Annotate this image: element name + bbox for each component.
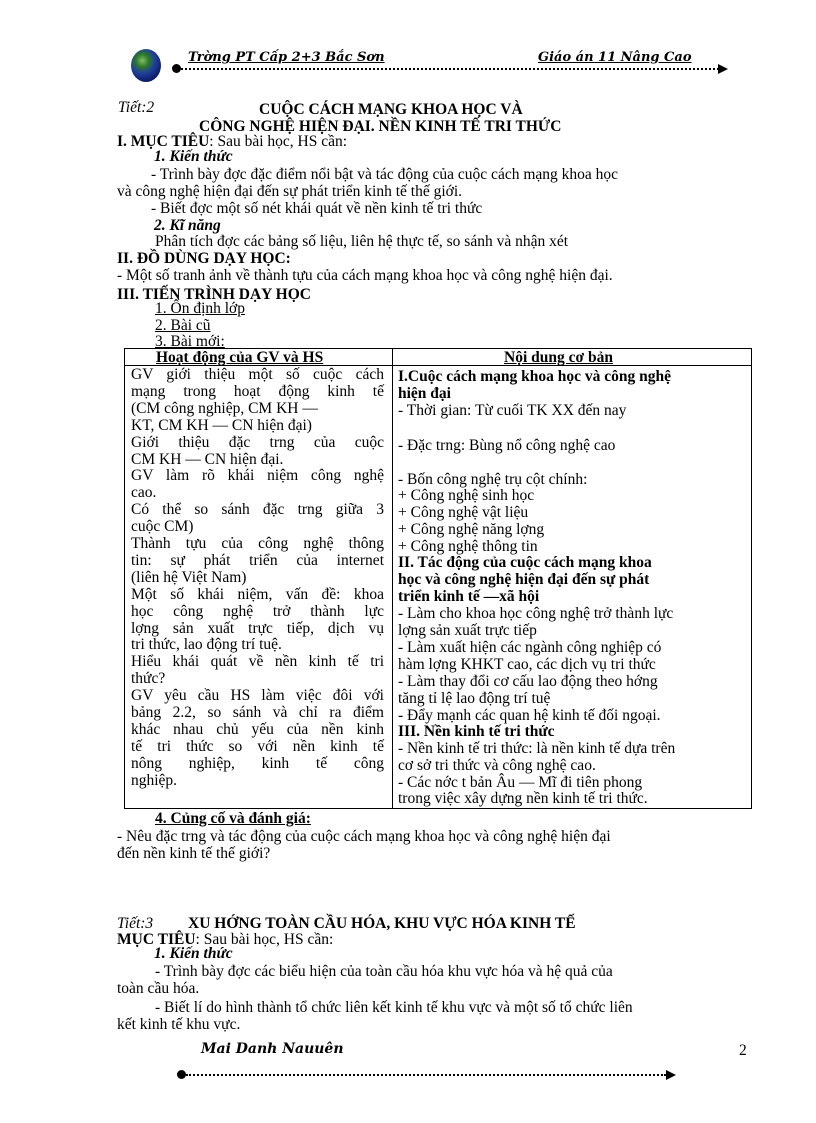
table-col1-line: Một số khái niệm, vấn đề: khoa (131, 585, 384, 603)
knowledge-p1-line2: và công nghệ hiện đại đến sự phát triển kinh tế thế giới. (117, 183, 463, 200)
table-col1-line: GV làm rõ khái niệm công nghệ (131, 467, 384, 485)
col2-pillars: - Bốn công nghệ trụ cột chính: (398, 471, 588, 488)
table-col1-header: Hoạt động của GV và HS (156, 349, 324, 366)
materials-p1: - Một số tranh ảnh về thành tựu của cách mạng khoa học và công nghệ hiện đại. (117, 267, 613, 284)
lesson2-title-line2: CÔNG NGHỆ HIỆN ĐẠI. NỀN KINH TẾ TRI THỨC (199, 118, 562, 135)
col2-impact: - Làm xuất hiện các ngành công nghiệp có (398, 639, 662, 656)
lesson2-tiet: Tiết:2 (118, 99, 155, 116)
table-column-divider (392, 348, 393, 808)
col2-impact: - Làm cho khoa học công nghệ trở thành lực (398, 605, 674, 622)
table-col1-line: KT, CM KH — CN hiện đại) (131, 416, 312, 434)
table-col1-line: Thành tựu của công nghệ thông (131, 535, 384, 552)
table-col1-line: thức? (131, 670, 166, 688)
lesson3-p2-line1: - Biết lí do hình thành tổ chức liên kết kinh tế khu vực và một số tổ chức liên (155, 999, 633, 1016)
table-col1-line: mạng trong hoạt động kinh tế (131, 382, 384, 400)
table-col1-line: (liên hệ Việt Nam) (131, 568, 247, 586)
table-col1-line: lợng sản xuất trực tiếp, dịch vụ (131, 619, 384, 637)
table-col1-line: nông nghiệp, kinh tế công (131, 754, 384, 772)
col2-heading2-line3: triển kinh tế —xã hội (398, 588, 540, 605)
review-line2: đến nền kinh tế thế giới? (117, 845, 271, 862)
table-col2-header: Nội dung cơ bản (504, 349, 613, 366)
table-col1-line: tri thức, lao động trí tuệ. (131, 636, 282, 654)
knowledge-p2: - Biết đợc một số nét khái quát về nền kinh tế tri thức (151, 200, 483, 217)
col2-knowledge: - Nền kinh tế tri thức: là nền kinh tế dựa trên (398, 740, 676, 757)
table-col1-line: tế tri thức so với nền kinh tế (131, 737, 384, 755)
process-heading: III. TIẾN TRÌNH DẠY HỌC (117, 286, 311, 303)
table-col1-line: Có thể so sánh đặc trng giữa 3 (131, 501, 384, 519)
lesson3-knowledge-heading: 1. Kiến thức (154, 945, 233, 962)
header-arrow-icon (718, 64, 728, 74)
lesson3-objectives-intro: : Sau bài học, HS cần: (195, 931, 334, 948)
table-col1-line: học công nghệ trở thành lực (131, 602, 384, 620)
lesson3-p1-line2: toàn cầu hóa. (117, 980, 200, 997)
lesson3-tiet: Tiết:3 (117, 915, 154, 932)
table-col1-line: Giới thiệu đặc trng của cuộc (131, 433, 384, 451)
step-4: 4. Củng cố và đánh giá: (155, 810, 311, 827)
lesson3-objectives-heading: MỤC TIÊU (117, 931, 196, 948)
col2-pillar-item: + Công nghệ vật liệu (398, 504, 529, 521)
col2-pillar-item: + Công nghệ sinh học (398, 487, 535, 504)
knowledge-p1-line1: - Trình bày đợc đặc điểm nổi bật và tác động của cuộc cách mạng khoa học (151, 166, 619, 183)
table-col1-line: tin: sự phát triển của internet (131, 551, 384, 569)
materials-heading: II. ĐỒ DÙNG DẠY HỌC: (117, 250, 291, 267)
review-line1: - Nêu đặc trng và tác động của cuộc cách mạng khoa học và công nghệ hiện đại (117, 828, 611, 845)
step-3: 3. Bài mới: (155, 333, 225, 350)
objectives-heading: I. MỤC TIÊU (117, 133, 210, 150)
col2-impact: - Làm thay đổi cơ cấu lao động theo hớng (398, 673, 658, 690)
col2-impact: hàm lợng KHKT cao, các dịch vụ tri thức (398, 656, 656, 673)
lesson3-p2-line2: kết kinh tế khu vực. (117, 1016, 241, 1033)
col2-knowledge: trong việc xây dựng nền kinh tế tri thức. (398, 790, 648, 807)
step-1: 1. Ổn định lớp (155, 300, 246, 317)
col2-impact: - Đẩy mạnh các quan hệ kinh tế đối ngoại. (398, 707, 661, 724)
col2-heading1b: hiện đại (398, 385, 451, 402)
footer-dotted-line (186, 1074, 666, 1076)
footer-dot-icon (177, 1070, 186, 1079)
table-col1-line: cuộc CM) (131, 518, 194, 536)
col2-knowledge: - Các nớc t bản Âu — Mĩ đi tiên phong (398, 774, 643, 791)
col2-pillar-item: + Công nghệ năng lợng (398, 521, 545, 538)
skills-heading: 2. Kĩ năng (154, 217, 221, 234)
table-col1-line: Hiểu khái quát về nền kinh tế tri (131, 653, 384, 671)
footer-arrow-icon (666, 1070, 676, 1080)
table-col1-line: (CM công nghiệp, CM KH — (131, 399, 318, 417)
header-school: Trờng PT Cấp 2+3 Bắc Sơn (188, 50, 385, 65)
lesson2-title-line1: CUỘC CÁCH MẠNG KHOA HỌC VÀ (259, 101, 523, 118)
step-2: 2. Bài cũ (155, 317, 211, 334)
lesson3-title: XU HỚNG TOÀN CẦU HÓA, KHU VỰC HÓA KINH TẾ (188, 915, 576, 932)
col2-heading2-line1: II. Tác động của cuộc cách mạng khoa (398, 554, 652, 571)
skills-p1: Phân tích đợc các bảng số liệu, liên hệ thực tế, so sánh và nhận xét (155, 233, 569, 250)
table-col1-line: CM KH — CN hiện đại. (131, 450, 284, 468)
col2-time: - Thời gian: Từ cuối TK XX đến nay (398, 402, 627, 419)
table-col1-line: khác nhau chủ yếu của nền kinh (131, 720, 384, 738)
lesson2-objectives (117, 134, 347, 149)
col2-pillar-item: + Công nghệ thông tin (398, 538, 538, 555)
col2-impact: lợng sản xuất trực tiếp (398, 622, 537, 639)
table-col1-line: GV giới thiệu một số cuộc cách (131, 366, 384, 383)
col2-heading3: III. Nền kinh tế tri thức (398, 723, 555, 740)
globe-logo (131, 49, 161, 82)
col2-heading2-line2: học và công nghệ hiện đại đến sự phát (398, 571, 650, 588)
col2-feature: - Đặc trng: Bùng nổ công nghệ cao (398, 437, 616, 454)
footer-author: Mai Danh Nauuên (201, 1041, 344, 1057)
col2-impact: tăng tỉ lệ lao động trí tuệ (398, 690, 551, 707)
table-col1-line: bảng 2.2, so sánh và chỉ ra điểm (131, 704, 384, 721)
knowledge-heading: 1. Kiến thức (154, 148, 233, 165)
header-dotted-line (181, 68, 719, 70)
col2-heading1: I.Cuộc cách mạng khoa học và công nghệ (398, 368, 671, 385)
header-dot-icon (172, 64, 181, 73)
header-plan: Giáo án 11 Nâng Cao (538, 50, 692, 65)
col2-knowledge: cơ sở tri thức và công nghệ cao. (398, 757, 596, 774)
table-col1-line: GV yêu cầu HS làm việc đôi với (131, 687, 384, 705)
footer-page-number: 2 (739, 1042, 747, 1059)
lesson3-p1-line1: - Trình bày đợc các biểu hiện của toàn cầu hóa khu vực hóa và hệ quả của (155, 963, 613, 980)
objectives-intro: : Sau bài học, HS cần: (209, 133, 348, 150)
table-col1-line: nghiệp. (131, 771, 178, 789)
table-col1-line: cao. (131, 484, 157, 502)
